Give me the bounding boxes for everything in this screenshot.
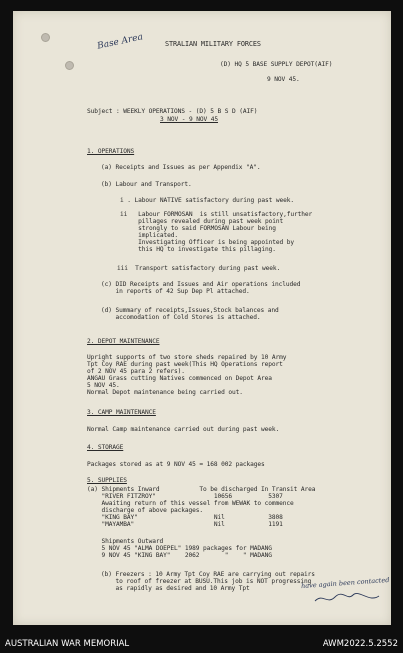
section-3-text: Normal Camp maintenance carried out during past week. — [87, 426, 280, 433]
handwritten-signature — [313, 591, 383, 605]
section-1b-ii-line: ii Labour FORMOSAN is still unsatisfactory,further — [120, 211, 313, 218]
section-1-title: 1. OPERATIONS — [87, 148, 135, 155]
handwritten-note: Base Area — [96, 32, 144, 52]
section-2-title: 2. DEPOT MAINTENANCE — [87, 338, 160, 345]
section-1b-ii-line: Investigating Officer is being appointed by — [120, 239, 295, 246]
document-page — [13, 11, 391, 625]
section-1b: (b) Labour and Transport. — [101, 181, 192, 188]
section-3-title: 3. CAMP MAINTENANCE — [87, 409, 156, 416]
subject-line: Subject : WEEKLY OPERATIONS - (D) 5 B S D (AIF) — [87, 108, 258, 115]
section-4-title: 4. STORAGE — [87, 444, 124, 451]
section-2-line: Tpt Coy RAE during past week(This HQ Operations report — [87, 361, 283, 368]
shipments-inward-line: "MAYAMBA" Nil 1191 — [87, 521, 283, 528]
section-1b-ii-line: this HQ to investigate this pillaging. — [120, 246, 276, 253]
section-1b-iii: iii Transport satisfactory during past week. — [117, 265, 281, 272]
footer-accession: AWM2022.5.2552 — [322, 639, 398, 649]
shipments-outward-line: 9 NOV 45 "KING BAY" 2062 " " MADANG — [87, 552, 272, 559]
handwritten-annotation: have again been contacted — [300, 575, 390, 591]
section-1c-line: (c) DID Receipts and Issues and Air operations included — [101, 281, 301, 288]
freezers-line: as rapidly as desired and 10 Army Tpt — [101, 585, 250, 592]
subject-period: 3 NOV - 9 NOV 45 — [160, 116, 219, 123]
section-4-text: Packages stored as at 9 NOV 45 = 168 002 packages — [87, 461, 265, 468]
section-5-title: 5. SUPPLIES — [87, 477, 127, 484]
footer-source: AUSTRALIAN WAR MEMORIAL — [5, 639, 130, 649]
shipments-outward-line: 5 NOV 45 "ALMA DOEPEL" 1989 packages for MADANG — [87, 545, 272, 552]
shipments-inward-line: Awaiting return of this vessel from WEWAK to commence — [87, 500, 294, 507]
section-2-line: ANGAU Grass cutting Natives commenced on Depot Area — [87, 375, 272, 382]
shipments-outward-line: Shipments Outward — [87, 538, 164, 545]
punch-hole — [65, 61, 74, 70]
section-1b-ii-line: implicated. — [120, 232, 179, 239]
date-line: 9 NOV 45. — [267, 76, 300, 83]
section-2-line: of 2 NOV 45 para 2 refers). — [87, 368, 185, 375]
section-1d-line: (d) Summary of receipts,Issues,Stock balances and — [101, 307, 279, 314]
shipments-inward-line: "RIVER FITZROY" 10656 5307 — [87, 493, 283, 500]
section-1a: (a) Receipts and Issues as per Appendix "A". — [101, 164, 261, 171]
org-heading: STRALIAN MILITARY FORCES — [165, 40, 261, 48]
section-1c-line: in reports of 42 Sup Dep Pl attached. — [101, 288, 250, 295]
section-1b-ii-line: strongly to said FORMOSAN Labour being — [120, 225, 276, 232]
freezers-line: to roof of freezer at BUSU.This job is NOT progressing — [101, 578, 312, 585]
footer-bar — [0, 636, 403, 653]
section-1b-ii-line: pillages revealed during past week point — [120, 218, 284, 225]
unit-line: (D) HQ 5 BASE SUPPLY DEPOT(AIF) — [220, 61, 333, 68]
section-2-line: 5 NOV 45. — [87, 382, 120, 389]
shipments-inward-line: discharge of above packages. — [87, 507, 204, 514]
section-1d-line: accomodation of Cold Stores is attached. — [101, 314, 261, 321]
shipments-inward-line: "KING BAY" Nil 3808 — [87, 514, 283, 521]
section-1b-i: i . Labour NATIVE satisfactory during past week. — [120, 197, 295, 204]
section-2-line: Normal Depot maintenance being carried out. — [87, 389, 243, 396]
section-2-line: Upright supports of two store sheds repaired by 10 Army — [87, 354, 287, 361]
freezers-line: (b) Freezers : 10 Army Tpt Coy RAE are carrying out repairs — [101, 571, 315, 578]
shipments-inward-line: (a) Shipments Inward To be discharged In Transit Area — [87, 486, 316, 493]
punch-hole — [41, 33, 50, 42]
